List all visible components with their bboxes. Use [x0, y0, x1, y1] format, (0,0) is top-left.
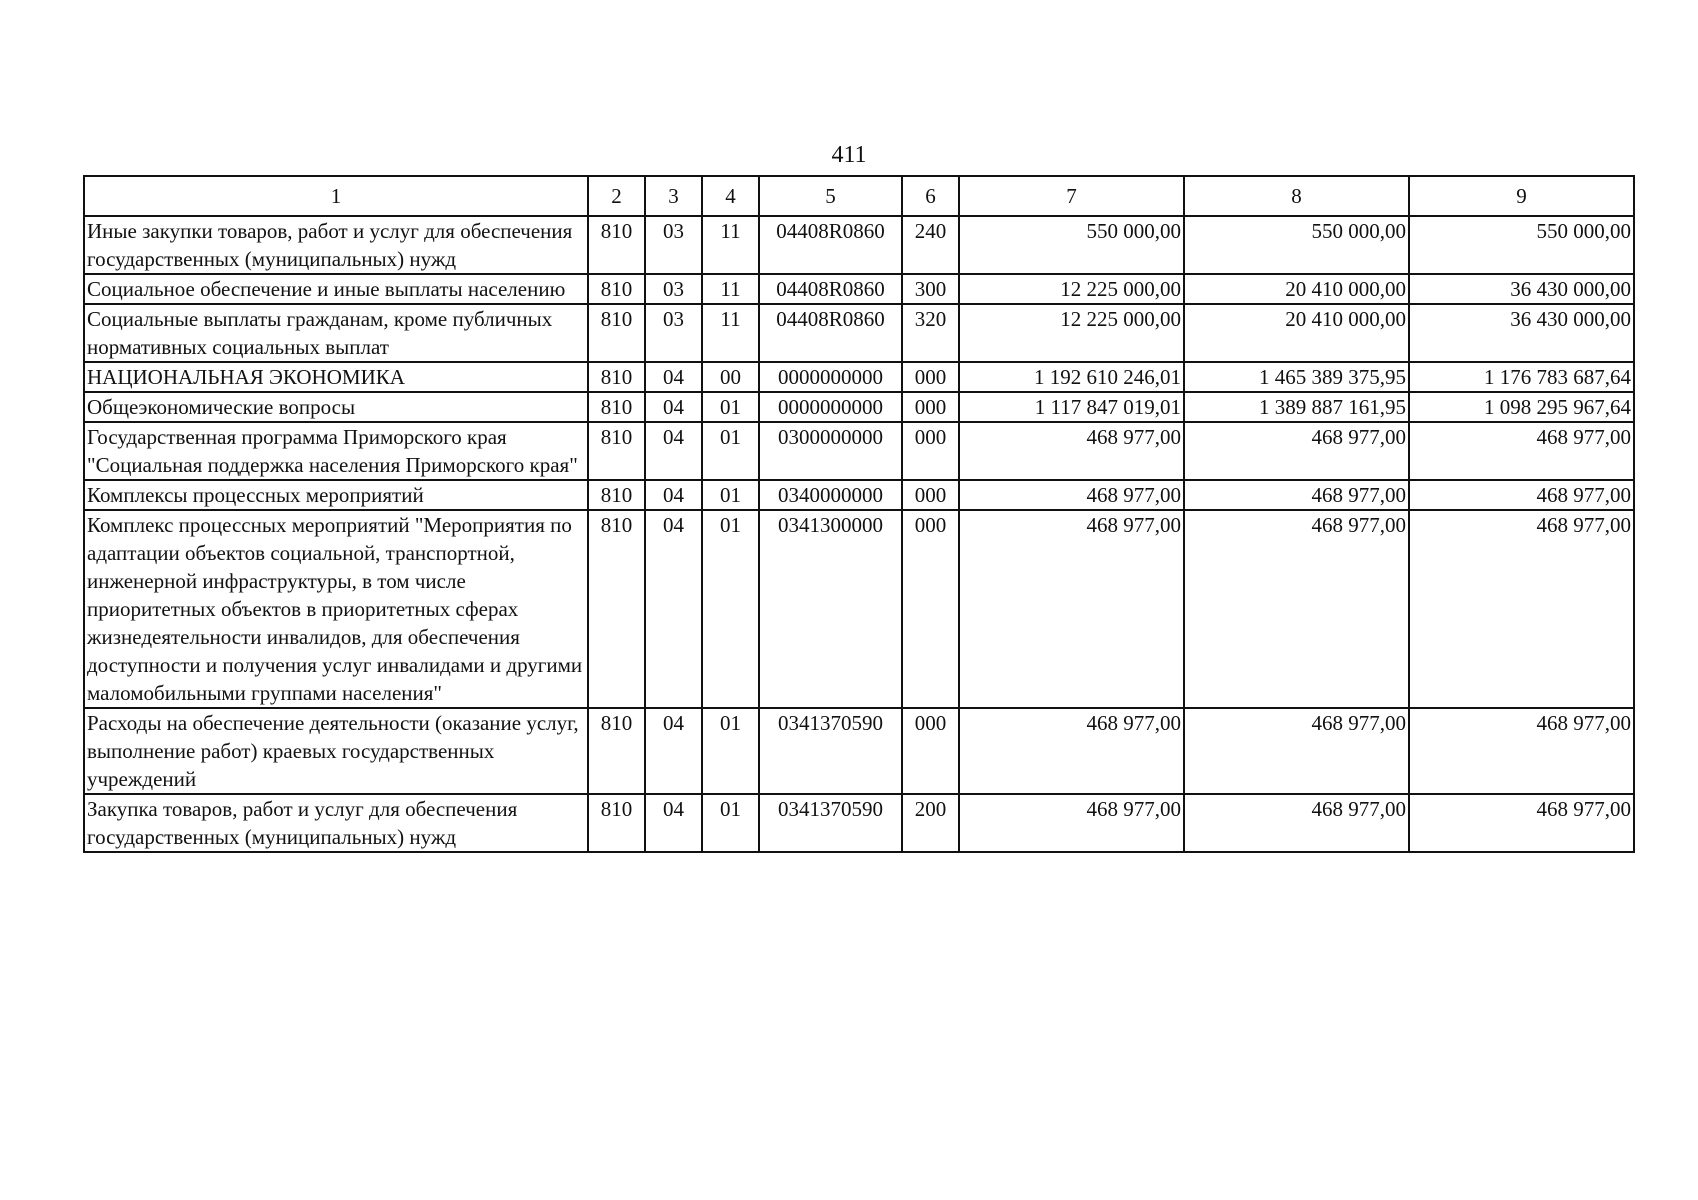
- row-name: Расходы на обеспечение деятельности (оказание услуг, выполнение работ) краевых государственных учреждений: [84, 708, 588, 794]
- table-row: [84, 708, 1634, 794]
- table-row: [84, 480, 1634, 510]
- row-code-6: 000: [902, 392, 959, 422]
- row-code-2: 810: [588, 304, 645, 362]
- row-code-4: 11: [702, 274, 759, 304]
- header-col-9: 9: [1409, 176, 1634, 216]
- row-amount-7: 468 977,00: [959, 708, 1184, 794]
- row-name: Комплексы процессных мероприятий: [84, 480, 588, 510]
- table-row: [84, 216, 1634, 274]
- table-row: [84, 392, 1634, 422]
- row-code-5: 04408R0860: [759, 274, 902, 304]
- row-amount-8: 468 977,00: [1184, 480, 1409, 510]
- header-col-3: 3: [645, 176, 702, 216]
- row-amount-7: 468 977,00: [959, 794, 1184, 852]
- row-code-3: 04: [645, 510, 702, 708]
- row-code-5: 0341370590: [759, 794, 902, 852]
- row-code-4: 01: [702, 510, 759, 708]
- table-row: [84, 422, 1634, 480]
- budget-table: [83, 175, 1635, 853]
- row-code-5: 04408R0860: [759, 304, 902, 362]
- row-amount-7: 1 192 610 246,01: [959, 362, 1184, 392]
- header-col-1: 1: [84, 176, 588, 216]
- row-amount-8: 468 977,00: [1184, 708, 1409, 794]
- row-code-4: 01: [702, 422, 759, 480]
- row-name: Закупка товаров, работ и услуг для обеспечения государственных (муниципальных) нужд: [84, 794, 588, 852]
- row-amount-8: 550 000,00: [1184, 216, 1409, 274]
- row-name: Социальное обеспечение и иные выплаты населению: [84, 274, 588, 304]
- row-amount-9: 1 098 295 967,64: [1409, 392, 1634, 422]
- row-amount-8: 468 977,00: [1184, 794, 1409, 852]
- row-code-3: 04: [645, 794, 702, 852]
- row-amount-7: 468 977,00: [959, 510, 1184, 708]
- row-code-5: 04408R0860: [759, 216, 902, 274]
- header-row: [84, 176, 1634, 216]
- row-code-6: 240: [902, 216, 959, 274]
- row-amount-9: 1 176 783 687,64: [1409, 362, 1634, 392]
- row-code-2: 810: [588, 216, 645, 274]
- row-code-4: 01: [702, 708, 759, 794]
- row-code-3: 04: [645, 422, 702, 480]
- row-code-4: 11: [702, 304, 759, 362]
- row-code-5: 0341300000: [759, 510, 902, 708]
- row-amount-8: 1 389 887 161,95: [1184, 392, 1409, 422]
- row-code-5: 0000000000: [759, 362, 902, 392]
- row-name: Социальные выплаты гражданам, кроме публичных нормативных социальных выплат: [84, 304, 588, 362]
- row-amount-9: 36 430 000,00: [1409, 304, 1634, 362]
- row-code-5: 0000000000: [759, 392, 902, 422]
- row-code-6: 000: [902, 708, 959, 794]
- row-code-2: 810: [588, 274, 645, 304]
- row-code-3: 04: [645, 392, 702, 422]
- row-code-5: 0340000000: [759, 480, 902, 510]
- table-row: [84, 794, 1634, 852]
- row-amount-8: 1 465 389 375,95: [1184, 362, 1409, 392]
- row-code-4: 00: [702, 362, 759, 392]
- row-code-2: 810: [588, 510, 645, 708]
- row-amount-9: 468 977,00: [1409, 794, 1634, 852]
- row-amount-9: 468 977,00: [1409, 708, 1634, 794]
- row-code-3: 03: [645, 274, 702, 304]
- row-amount-7: 468 977,00: [959, 480, 1184, 510]
- table-header: [84, 176, 1634, 216]
- row-code-3: 04: [645, 362, 702, 392]
- page-number: 411: [831, 142, 867, 168]
- table-row: [84, 274, 1634, 304]
- row-code-2: 810: [588, 708, 645, 794]
- row-code-2: 810: [588, 392, 645, 422]
- row-amount-8: 20 410 000,00: [1184, 304, 1409, 362]
- row-amount-7: 1 117 847 019,01: [959, 392, 1184, 422]
- row-name: НАЦИОНАЛЬНАЯ ЭКОНОМИКА: [84, 362, 588, 392]
- row-name: Государственная программа Приморского края "Социальная поддержка населения Приморского края": [84, 422, 588, 480]
- row-code-6: 320: [902, 304, 959, 362]
- table-row: [84, 362, 1634, 392]
- row-amount-9: 550 000,00: [1409, 216, 1634, 274]
- row-code-6: 000: [902, 422, 959, 480]
- row-name: Общеэкономические вопросы: [84, 392, 588, 422]
- row-code-6: 000: [902, 362, 959, 392]
- row-code-6: 000: [902, 510, 959, 708]
- table-body: [84, 216, 1634, 852]
- row-code-4: 01: [702, 480, 759, 510]
- row-amount-9: 468 977,00: [1409, 480, 1634, 510]
- row-name: Комплекс процессных мероприятий "Мероприятия по адаптации объектов социальной, транспортной, инженерной инфраструктуры, в том числе приоритетных объектов в приоритетных сферах жизнедеятельности инвалидов, для обеспечения доступности и получения услуг инвалидами и другими маломобильными группами населения": [84, 510, 588, 708]
- header-col-7: 7: [959, 176, 1184, 216]
- row-code-3: 04: [645, 480, 702, 510]
- table-row: [84, 304, 1634, 362]
- row-amount-9: 468 977,00: [1409, 422, 1634, 480]
- header-col-5: 5: [759, 176, 902, 216]
- row-code-4: 01: [702, 794, 759, 852]
- header-col-8: 8: [1184, 176, 1409, 216]
- row-amount-8: 468 977,00: [1184, 510, 1409, 708]
- row-amount-7: 550 000,00: [959, 216, 1184, 274]
- row-amount-7: 12 225 000,00: [959, 274, 1184, 304]
- row-code-3: 03: [645, 304, 702, 362]
- row-amount-9: 468 977,00: [1409, 510, 1634, 708]
- row-name: Иные закупки товаров, работ и услуг для обеспечения государственных (муниципальных) нужд: [84, 216, 588, 274]
- row-code-2: 810: [588, 794, 645, 852]
- row-amount-7: 12 225 000,00: [959, 304, 1184, 362]
- row-code-6: 300: [902, 274, 959, 304]
- header-col-6: 6: [902, 176, 959, 216]
- row-code-5: 0300000000: [759, 422, 902, 480]
- row-code-4: 01: [702, 392, 759, 422]
- row-code-3: 04: [645, 708, 702, 794]
- header-col-2: 2: [588, 176, 645, 216]
- row-amount-9: 36 430 000,00: [1409, 274, 1634, 304]
- row-code-5: 0341370590: [759, 708, 902, 794]
- row-amount-7: 468 977,00: [959, 422, 1184, 480]
- row-code-2: 810: [588, 422, 645, 480]
- table-row: [84, 510, 1634, 708]
- row-code-3: 03: [645, 216, 702, 274]
- row-code-4: 11: [702, 216, 759, 274]
- row-code-2: 810: [588, 480, 645, 510]
- header-col-4: 4: [702, 176, 759, 216]
- row-amount-8: 468 977,00: [1184, 422, 1409, 480]
- row-amount-8: 20 410 000,00: [1184, 274, 1409, 304]
- row-code-2: 810: [588, 362, 645, 392]
- row-code-6: 000: [902, 480, 959, 510]
- row-code-6: 200: [902, 794, 959, 852]
